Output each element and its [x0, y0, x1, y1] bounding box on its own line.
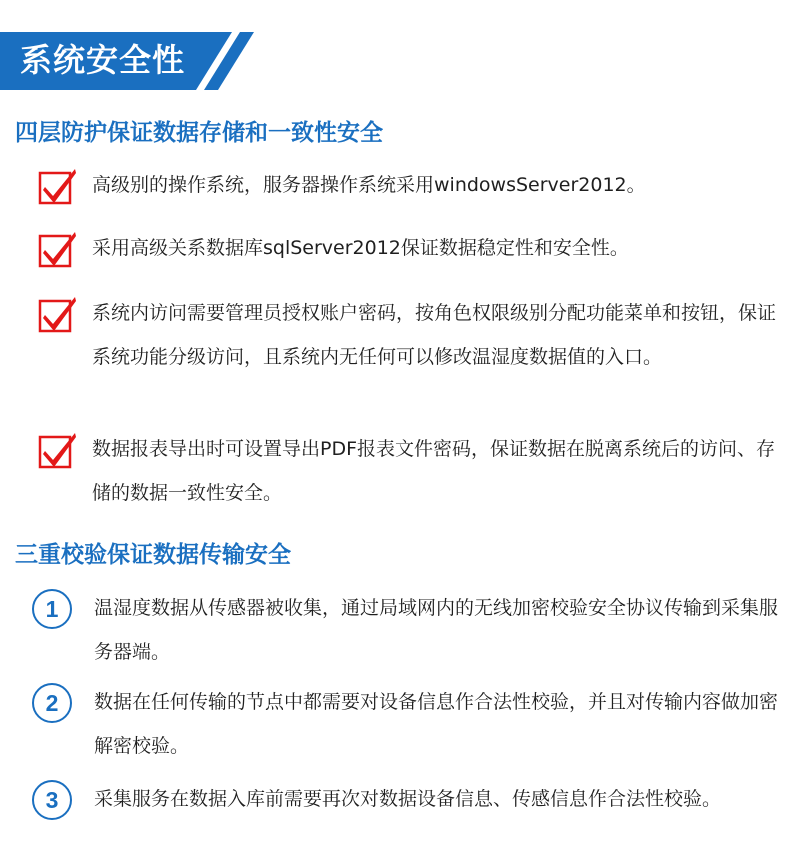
numbered-item	[32, 586, 782, 674]
list-item-text: 系统内访问需要管理员授权账户密码，按角色权限级别分配功能菜单和按钮，保证系统功能分级访问，且系统内无任何可以修改温湿度数据值的入口。	[92, 302, 777, 368]
number-badge: 2	[32, 683, 72, 723]
numbered-item	[32, 680, 782, 768]
list-item	[38, 291, 783, 423]
section-banner	[0, 26, 262, 96]
section-title-storage: 四层防护保证数据存储和一致性安全	[15, 120, 383, 146]
section-title-transmission: 三重校验保证数据传输安全	[15, 542, 291, 568]
list-item-text: 采用高级关系数据库sqlServer2012保证数据稳定性和安全性。	[92, 237, 629, 259]
list-item-text: 数据报表导出时可设置导出PDF报表文件密码，保证数据在脱离系统后的访问、存储的数据一致性安全。	[92, 438, 776, 504]
checkmark-box-icon	[38, 230, 78, 268]
numbered-item-text: 采集服务在数据入库前需要再次对数据设备信息、传感信息作合法性校验。	[94, 788, 722, 810]
numbered-item-text: 温湿度数据从传感器被收集，通过局域网内的无线加密校验安全协议传输到采集服务器端。	[94, 597, 779, 663]
checkmark-box-icon	[38, 295, 78, 333]
list-item	[38, 427, 783, 515]
list-item	[38, 226, 783, 274]
numbered-item-text: 数据在任何传输的节点中都需要对设备信息作合法性校验，并且对传输内容做加密解密校验。	[94, 691, 779, 757]
checkmark-box-icon	[38, 431, 78, 469]
numbered-item	[32, 777, 782, 857]
page-title: 系统安全性	[20, 41, 186, 79]
list-item-text: 高级别的操作系统，服务器操作系统采用windowsServer2012。	[92, 174, 646, 196]
list-item	[38, 163, 783, 211]
number-badge: 3	[32, 780, 72, 820]
number-badge: 1	[32, 589, 72, 629]
checkmark-box-icon	[38, 167, 78, 205]
